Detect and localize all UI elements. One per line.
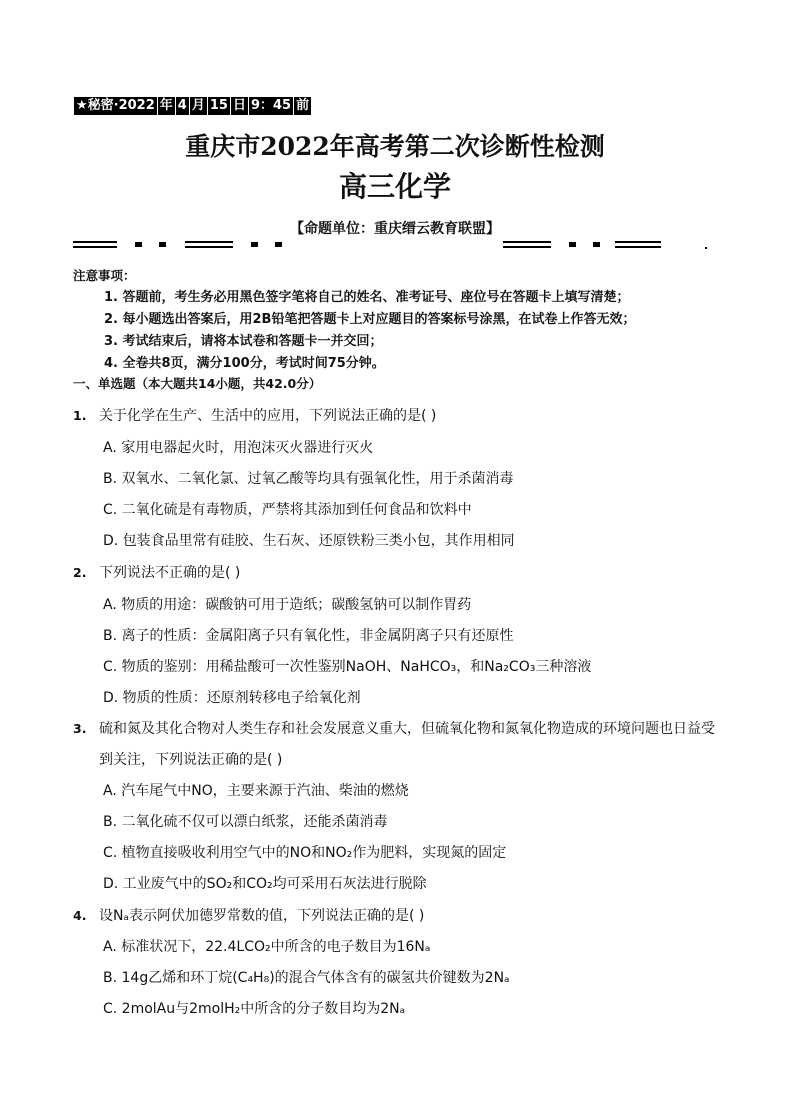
question-option: A. 物质的用途：碳酸钠可用于造纸；碳酸氢钠可以制作胃药 [103,597,472,613]
question-option: C. 二氧化硫是有毒物质，严禁将其添加到任何食品和饮料中 [103,502,472,518]
question-number: 3. [73,721,87,736]
question-option: A. 家用电器起火时，用泡沫灭火器进行灭火 [103,440,374,456]
notice-item: 2. 每小题选出答案后，用2B铅笔把答题卡上对应题目的答案标号涂黑，在试卷上作答无效； [104,312,636,327]
question-option: B. 离子的性质：金属阳离子只有氧化性，非金属阴离子只有还原性 [103,628,514,644]
decorative-divider [73,240,713,250]
question-stem [73,905,424,925]
question-number: 2. [73,565,87,580]
notice-heading: 注意事项： [73,268,136,283]
issuer-label: 【命题单位：重庆缙云教育联盟】 [290,221,500,237]
question-stem [73,718,715,738]
question-text-continued: 到关注，下列说法正确的是( ) [99,752,283,768]
question-text: 设Nₐ表示阿伏加德罗常数的值，下列说法正确的是( ) [99,908,425,924]
question-option: B. 二氧化硫不仅可以漂白纸浆，还能杀菌消毒 [103,814,388,830]
question-option: D. 工业废气中的SO₂和CO₂均可采用石灰法进行脱除 [103,876,427,892]
question-text: 硫和氮及其化合物对人类生存和社会发展意义重大，但硫氧化物和氮氧化物造成的环境问题也日益受 [99,721,715,737]
subject-title: 高三化学 [338,170,451,203]
section-title: 一、单选题（本大题共14小题，共42.0分） [73,376,322,391]
question-stem [73,405,436,425]
question-option: D. 物质的性质：还原剂转移电子给氧化剂 [103,690,361,706]
question-option: B. 双氧水、二氧化氯、过氧乙酸等均具有强氧化性，用于杀菌消毒 [103,471,514,487]
question-option: A. 标准状况下，22.4LCO₂中所含的电子数目为16Nₐ [103,939,431,955]
notice-item: 4. 全卷共8页，满分100分，考试时间75分钟。 [104,356,385,371]
notice-list [104,287,635,375]
banner-part: 前 [296,98,310,113]
question-option: A. 汽车尾气中NO，主要来源于汽油、柴油的燃烧 [103,783,409,799]
notice-item: 3. 考试结束后，请将本试卷和答题卡一并交回； [104,334,383,349]
exam-title: 重庆市2022年高考第二次诊断性检测 [185,132,605,161]
banner-part: 4 [177,98,187,113]
confidential-banner [74,97,312,115]
notice-item: 1. 答题前，考生务必用黑色签字笔将自己的姓名、准考证号、座位号在答题卡上填写清楚； [104,290,630,305]
question-text: 关于化学在生产、生活中的应用，下列说法正确的是( ) [99,408,437,424]
question-option: B. 14g乙烯和环丁烷(C₄H₈)的混合气体含有的碳氢共价键数为2Nₐ [103,970,510,986]
banner-part: 月 [191,98,205,113]
question-stem [73,562,240,582]
banner-part: 15 [209,98,228,113]
banner-part: 9：45 [250,98,292,113]
question-option: C. 植物直接吸收利用空气中的NO和NO₂作为肥料，实现氮的固定 [103,845,507,861]
question-number: 1. [73,408,87,423]
question-option: C. 2molAu与2molH₂中所含的分子数目均为2Nₐ [103,1001,406,1017]
question-option: C. 物质的鉴别：用稀盐酸可一次性鉴别NaOH、NaHCO₃，和Na₂CO₃三种溶液 [103,659,592,675]
banner-part: 年 [159,98,173,113]
banner-part: 日 [232,98,246,113]
question-option: D. 包装食品里常有硅胶、生石灰、还原铁粉三类小包，其作用相同 [103,533,515,549]
question-number: 4. [73,908,87,923]
banner-part: ★秘密·2022 [76,98,155,113]
question-text: 下列说法不正确的是( ) [99,565,241,581]
